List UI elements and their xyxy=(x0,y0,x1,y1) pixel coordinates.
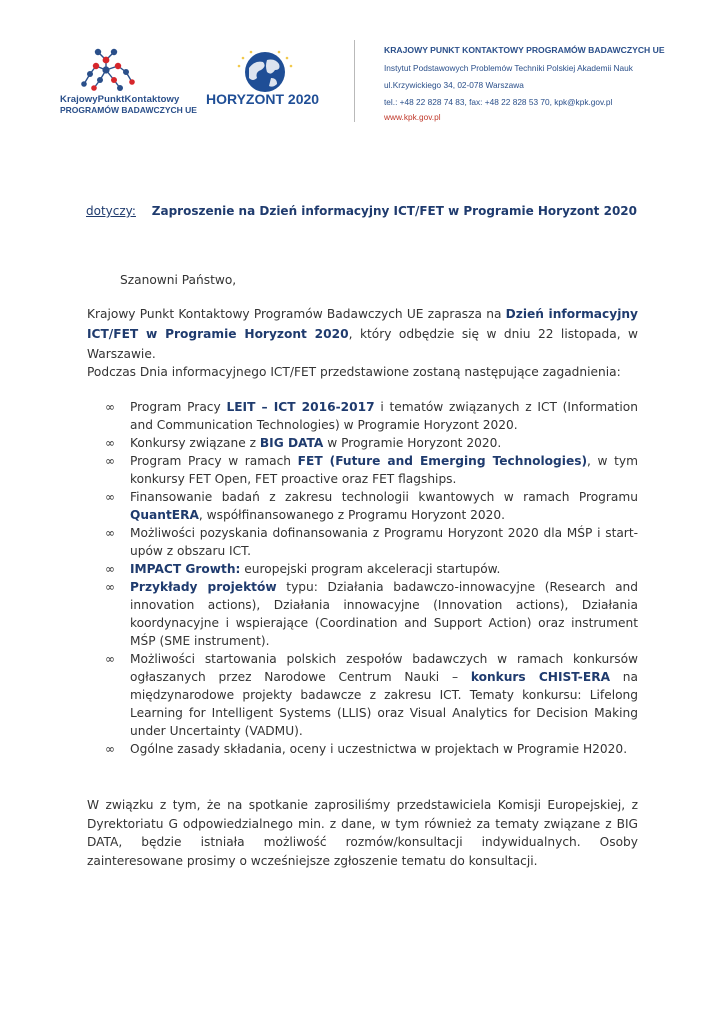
contact-institute: Instytut Podstawowych Problemów Techniki Polskiej Akademii Nauk xyxy=(384,62,633,73)
contact-phone: tel.: +48 22 828 74 83, fax: +48 22 828 53 70, kpk@kpk.gov.pl xyxy=(384,96,613,107)
horyzont-2020-logo-text: HORYZONT 2020 xyxy=(206,91,320,107)
topic-text: i tematów związanych z ICT (Information and Communication Technologies) w Programie Horyzont 2020. xyxy=(130,400,638,432)
topic-text: Możliwości startowania polskich zespołów badawczych w ramach konkursów ogłaszanych przez Narodowe Centrum Nauki – xyxy=(130,652,638,684)
invite-text: Krajowy Punkt Kontaktowy Programów Badawczych UE zaprasza na xyxy=(87,307,506,321)
topic-emphasis: QuantERA xyxy=(130,508,199,522)
contact-url-link[interactable]: www.kpk.gov.pl xyxy=(384,111,441,122)
topic-text: na międzynarodowe projekty badawcze z zakresu ICT. Tematy konkursu: Lifelong Learning for Intelligent Systems (LLIS) oraz Visual Analytics for Decision Making under Uncertainty (VADMU). xyxy=(130,670,638,738)
topic-text: Ogólne zasady składania, oceny i uczestnictwa w projektach w Programie H2020. xyxy=(130,742,628,756)
topic-text: Program Pracy w ramach xyxy=(130,454,298,468)
bullet-infinity-icon: ∞ xyxy=(105,490,115,504)
bullet-infinity-icon: ∞ xyxy=(105,526,115,540)
subject-title: Zaproszenie na Dzień informacyjny ICT/FET w Programie Horyzont 2020 xyxy=(151,204,637,218)
kpk-logo-line1: KrajowyPunktKontaktowy xyxy=(60,94,180,105)
list-item xyxy=(105,398,638,434)
topic-emphasis: Przykłady projektów xyxy=(130,580,277,594)
topic-text: , w tym konkursy FET Open, FET proactive oraz FET flagships. xyxy=(130,454,638,486)
topic-text: , współfinansowanego z Programu Horyzont 2020. xyxy=(198,508,506,522)
event-name: Dzień informacyjny ICT/FET w Programie Horyzont 2020 xyxy=(87,307,638,341)
list-item xyxy=(105,560,638,578)
bullet-infinity-icon: ∞ xyxy=(105,454,115,468)
header-divider xyxy=(354,40,355,122)
contact-org: KRAJOWY PUNKT KONTAKTOWY PROGRAMÓW BADAWCZYCH UE xyxy=(384,45,665,55)
invitation-paragraph xyxy=(87,304,638,364)
topic-text: typu: Działania badawczo-innowacyjne (Research and innovation actions), Działania innowacyjne (Innovation actions), Działania koordynacyjne i wspierające (Coordination and Support Action) oraz instrument MŚP (SME instrument). xyxy=(130,580,638,648)
list-item xyxy=(105,488,638,524)
list-item xyxy=(105,452,638,488)
bullet-infinity-icon: ∞ xyxy=(105,400,115,414)
list-item xyxy=(105,434,638,452)
list-item xyxy=(105,578,638,650)
topic-text: w Programie Horyzont 2020. xyxy=(323,436,502,450)
topic-text: europejski program akceleracji startupów. xyxy=(240,562,501,576)
invite-text-end: , który odbędzie się w dniu 22 listopada, w Warszawie. xyxy=(87,327,638,361)
bullet-infinity-icon: ∞ xyxy=(105,580,115,594)
subject-label: dotyczy: xyxy=(86,204,136,218)
list-item xyxy=(105,650,638,740)
topic-text: Program Pracy xyxy=(130,400,227,414)
list-item xyxy=(105,524,638,560)
topic-emphasis: LEIT – ICT 2016-2017 xyxy=(226,400,375,414)
topic-emphasis: konkurs CHIST-ERA xyxy=(470,670,611,684)
greeting: Szanowni Państwo, xyxy=(120,273,237,287)
letterhead xyxy=(0,0,724,130)
contact-block xyxy=(384,42,665,125)
bullet-infinity-icon: ∞ xyxy=(105,562,115,576)
topic-emphasis: BIG DATA xyxy=(259,436,324,450)
topics-list xyxy=(105,398,638,758)
list-item xyxy=(105,740,638,758)
topic-emphasis: FET (Future and Emerging Technologies) xyxy=(297,454,588,468)
topic-emphasis: IMPACT Growth: xyxy=(130,562,241,576)
topic-text: Finansowanie badań z zakresu technologii kwantowych w ramach Programu xyxy=(130,490,638,504)
kpk-logo-line2: PROGRAMÓW BADAWCZYCH UE xyxy=(60,105,197,115)
subject-line xyxy=(86,204,637,218)
contact-address: ul.Krzywickiego 34, 02-078 Warszawa xyxy=(384,80,524,90)
bullet-infinity-icon: ∞ xyxy=(105,436,115,450)
bullet-infinity-icon: ∞ xyxy=(105,652,115,666)
closing-paragraph: W związku z tym, że na spotkanie zaprosiliśmy przedstawiciela Komisji Europejskiej, z Dyrektoriatu G odpowiedzialnego min. z dane, w tym również za tematy związane z BIG DATA, będzie istniała możliwość rozmów/konsultacji indywidualnych. Osoby zainteresowane prosimy o wcześniejsze zgłoszenie tematu do konsultacji. xyxy=(87,798,638,868)
topic-text: Konkursy związane z xyxy=(130,436,260,450)
topic-text: Możliwości pozyskania dofinansowania z Programu Horyzont 2020 dla MŚP i start-upów z obszaru ICT. xyxy=(130,526,638,558)
intro-paragraph: Podczas Dnia informacyjnego ICT/FET przedstawione zostaną następujące zagadnienia: xyxy=(87,365,621,379)
bullet-infinity-icon: ∞ xyxy=(105,742,115,756)
